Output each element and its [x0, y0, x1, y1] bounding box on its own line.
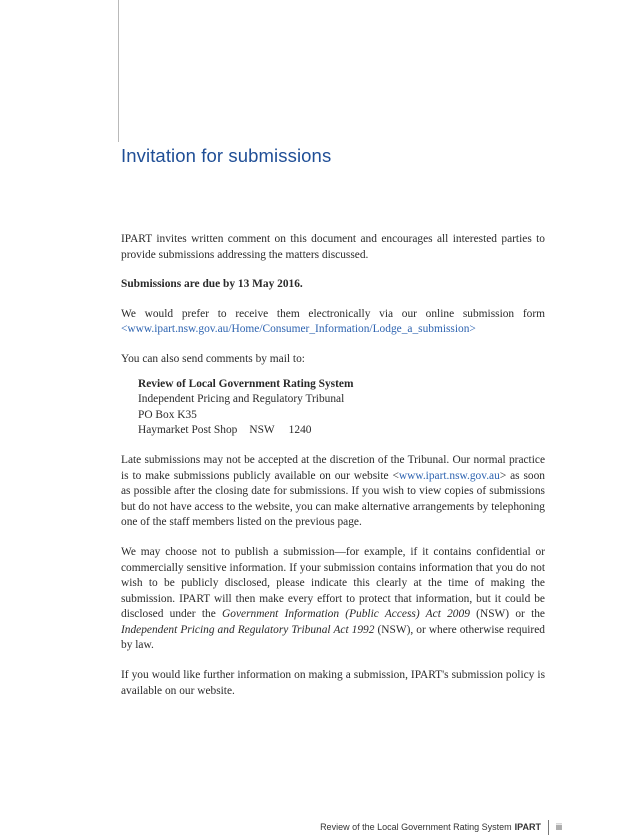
address-name: Review of Local Government Rating System	[138, 377, 354, 390]
address-locality: Haymarket Post Shop	[138, 424, 238, 437]
margin-rule	[118, 0, 119, 142]
address-line	[138, 423, 545, 439]
confidentiality-text-3: (NSW), or where otherwise required by law.	[121, 623, 545, 652]
policy-paragraph: If you would like further information on making a submission, IPART's submission policy is available on our website.	[121, 669, 545, 697]
online-submission-paragraph	[121, 307, 545, 338]
late-submissions-paragraph	[121, 453, 545, 531]
late-submissions-text-cont: as soon as possible after the closing date for submissions. If you wish to view copies of submissions but do not have access to the website, you can make alternative arrangements by telephoning one of the staff members listed on the previous page.	[121, 469, 545, 529]
footer-org: IPART	[514, 822, 541, 832]
address-postcode: 1240	[288, 424, 312, 437]
footer-divider	[548, 820, 549, 835]
act-title-gipa: Government Information (Public Access) Act 2009	[222, 608, 470, 621]
online-submission-text: We would prefer to receive them electronically via our online submission form	[121, 307, 545, 320]
mailing-address	[121, 377, 545, 439]
page-number: iii	[556, 822, 562, 832]
website-link-close: >	[499, 469, 507, 482]
intro-paragraph: IPART invites written comment on this document and encourages all interested parties to provide submissions addressing the matters discussed.	[121, 233, 545, 261]
website-link[interactable]: www.ipart.nsw.gov.au	[398, 469, 500, 482]
confidentiality-text-2: (NSW) or the	[476, 608, 545, 621]
body-text	[121, 232, 545, 699]
address-state: NSW	[249, 424, 275, 437]
page-title: Invitation for submissions	[121, 145, 332, 166]
confidentiality-paragraph	[121, 545, 545, 654]
website-link-open: <	[392, 469, 399, 482]
address-org: Independent Pricing and Regulatory Tribunal	[138, 393, 345, 406]
address-box: PO Box K35	[138, 408, 197, 421]
submission-form-link[interactable]: <www.ipart.nsw.gov.au/Home/Consumer_Information/Lodge_a_submission>	[121, 323, 476, 336]
due-date-paragraph: Submissions are due by 13 May 2016.	[121, 278, 303, 291]
mail-intro-paragraph: You can also send comments by mail to:	[121, 352, 305, 365]
act-title-ipart: Independent Pricing and Regulatory Tribunal Act 1992	[121, 623, 375, 636]
page-footer	[320, 819, 562, 835]
late-submissions-text: Late submissions may not be accepted at the discretion of the Tribunal. Our normal practice is to make submissions publicly available on our website	[121, 453, 545, 482]
footer-report-title: Review of the Local Government Rating System	[320, 822, 512, 832]
confidentiality-text: We may choose not to publish a submission—for example, if it contains confidential or commercially sensitive information. If your submission contains information that you do not wish to be publicly disclosed, please indicate this clearly at the time of making the submission. IPART will then make every effort to protect that information, but it could be disclosed under the	[121, 545, 545, 621]
